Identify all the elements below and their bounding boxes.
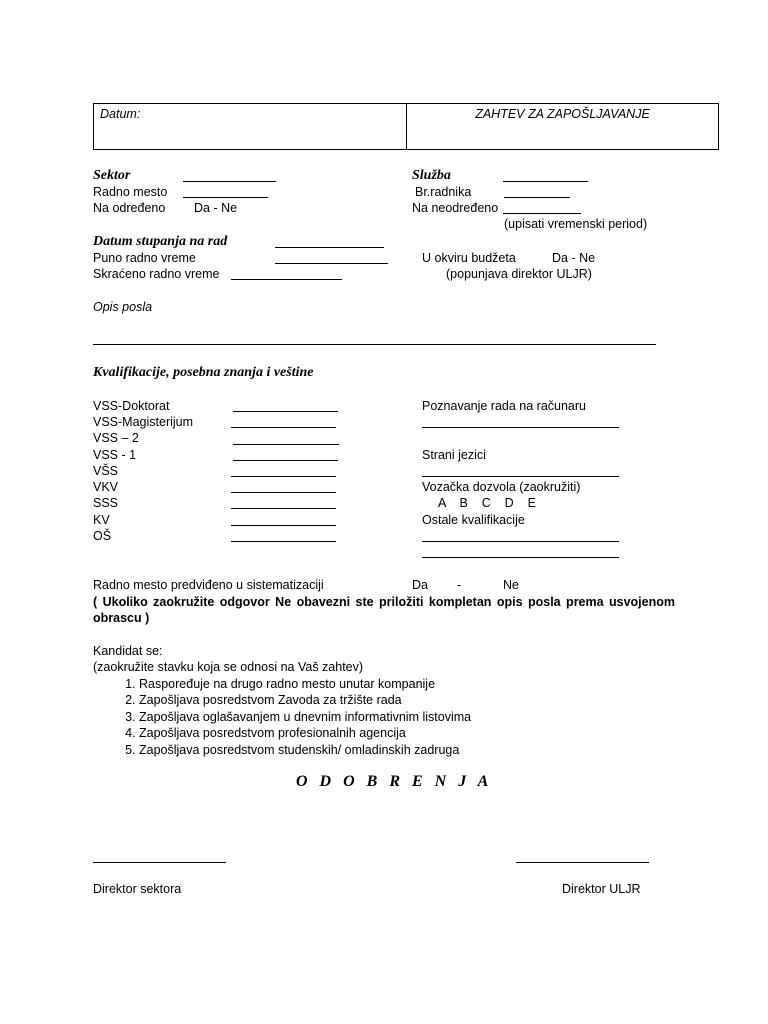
candidate-hint: (zaokružite stavku koja se odnosi na Vaš zahtev) — [93, 660, 364, 674]
level-item: OŠ — [93, 529, 112, 543]
level-field[interactable] — [231, 476, 336, 477]
service-label: Služba — [412, 168, 451, 183]
candidate-option[interactable]: 2. Zapošljava posredstvom Zavoda za tržište rada — [139, 692, 471, 708]
candidate-option[interactable]: 5. Zapošljava posredstvom studenskih/ omladinskih zadruga — [139, 742, 471, 758]
job-description-label: Opis posla — [93, 300, 153, 314]
other-qualifications-field[interactable] — [422, 541, 619, 542]
start-date-label: Datum stupanja na rad — [93, 234, 228, 249]
approval-title: O D O B R E N J A — [296, 773, 493, 790]
budget-options[interactable]: Da - Ne — [552, 251, 596, 265]
level-field[interactable] — [233, 460, 338, 461]
systematization-note: ( Ukoliko zaokružite odgovor Ne obavezni ste priložiti kompletan opis posla prema usvojenom obrascu ) — [93, 595, 675, 625]
level-item: KV — [93, 513, 110, 527]
job-description-field[interactable] — [93, 344, 656, 345]
systematization-label: Radno mesto predviđeno u sistematizaciji — [93, 578, 324, 592]
workplace-label: Radno mesto — [93, 185, 168, 199]
level-item: VKV — [93, 480, 119, 494]
full-time-label: Puno radno vreme — [93, 251, 196, 265]
date-cell[interactable] — [94, 104, 407, 149]
computer-skills-label: Poznavanje rada na računaru — [422, 399, 587, 413]
level-field[interactable] — [231, 492, 336, 493]
sector-director-signature-line[interactable] — [93, 862, 226, 863]
other-qualifications-field[interactable] — [422, 557, 619, 558]
level-field[interactable] — [231, 508, 336, 509]
level-item: SSS — [93, 496, 119, 510]
languages-label: Strani jezici — [422, 448, 486, 462]
level-item: VSS - 1 — [93, 448, 137, 462]
fixed-term-options[interactable]: Da - Ne — [194, 201, 238, 215]
license-categories[interactable]: A B C D E — [438, 496, 536, 510]
form-title: ZAHTEV ZA ZAPOŠLJAVANJE — [475, 107, 650, 121]
level-item: VSS-Magisterijum — [93, 415, 194, 429]
candidate-options-list — [93, 676, 471, 758]
time-period-hint: (upisati vremenski period) — [504, 217, 648, 231]
systematization-yes[interactable]: Da — [412, 578, 428, 592]
employee-no-field[interactable] — [504, 197, 570, 198]
full-time-field[interactable] — [275, 263, 388, 264]
header-box — [93, 103, 719, 150]
level-item: VSS-Doktorat — [93, 399, 170, 413]
budget-label: U okviru budžeta — [422, 251, 516, 265]
level-field[interactable] — [231, 541, 336, 542]
languages-field[interactable] — [422, 476, 619, 477]
license-label: Vozačka dozvola (zaokružiti) — [422, 480, 581, 494]
service-field[interactable] — [503, 181, 588, 182]
systematization-dash: - — [457, 578, 462, 592]
uljr-director-signature-line[interactable] — [516, 862, 649, 863]
sector-field[interactable] — [183, 181, 276, 182]
indefinite-label: Na neodređeno — [412, 201, 499, 215]
part-time-label: Skraćeno radno vreme — [93, 267, 220, 281]
level-item: VŠS — [93, 464, 119, 478]
level-field[interactable] — [231, 525, 336, 526]
part-time-field[interactable] — [231, 279, 342, 280]
other-qualifications-label: Ostale kvalifikacije — [422, 513, 525, 527]
level-field[interactable] — [231, 427, 336, 428]
indefinite-field[interactable] — [503, 213, 581, 214]
computer-skills-field[interactable] — [422, 427, 619, 428]
date-label: Datum: — [100, 107, 141, 121]
candidate-option[interactable]: 1. Raspoređuje na drugo radno mesto unutar kompanije — [139, 676, 471, 692]
title-cell — [407, 104, 718, 149]
candidate-option[interactable]: 4. Zapošljava posredstvom profesionalnih agencija — [139, 725, 471, 741]
systematization-no[interactable]: Ne — [503, 578, 519, 592]
employee-no-label: Br.radnika — [415, 185, 472, 199]
level-item: VSS – 2 — [93, 431, 139, 445]
budget-hint: (popunjava direktor ULJR) — [446, 267, 592, 281]
qualifications-title: Kvalifikacije, posebna znanja i veštine — [93, 365, 314, 380]
level-field[interactable] — [233, 444, 339, 445]
workplace-field[interactable] — [183, 197, 268, 198]
candidate-label: Kandidat se: — [93, 644, 163, 658]
uljr-director-label: Direktor ULJR — [562, 882, 641, 896]
sector-director-label: Direktor sektora — [93, 882, 182, 896]
level-field[interactable] — [233, 411, 338, 412]
sector-label: Sektor — [93, 168, 131, 183]
candidate-option[interactable]: 3. Zapošljava oglašavanjem u dnevnim informativnim listovima — [139, 709, 471, 725]
start-date-field[interactable] — [275, 247, 384, 248]
fixed-term-label: Na određeno — [93, 201, 166, 215]
